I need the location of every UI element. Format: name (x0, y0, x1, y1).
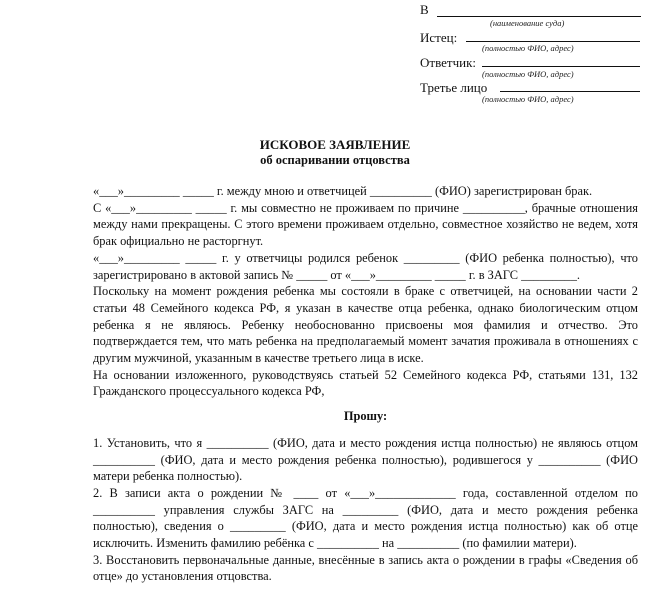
document-title: ИСКОВОЕ ЗАЯВЛЕНИЕ (259, 137, 411, 152)
defendant-label: Ответчик: (420, 55, 477, 70)
court-row (420, 2, 429, 18)
request-heading: Прошу: (343, 409, 388, 424)
request-item-1: 1. Установить, что я __________ (ФИО, дата и место рождения истца полностью) не являюсь отцом __________ (ФИО, дата и место рождения ребенка полностью), родившегося у __________ (ФИО матери ребенка полностью). (93, 435, 638, 484)
third-party-row (420, 80, 487, 96)
plaintiff-line (466, 41, 640, 42)
plaintiff-row (420, 30, 457, 46)
document-body (93, 183, 638, 585)
paragraph-legal-basis: На основании изложенного, руководствуясь статьей 52 Семейного кодекса РФ, статьями 131, 132 Гражданского процессуального кодекса РФ, (93, 367, 638, 399)
plaintiff-label: Истец: (420, 30, 458, 45)
paragraph-marriage: «___»_________ _____ г. между мною и ответчицей __________ (ФИО) зарегистрирован брак. (93, 184, 593, 198)
third-party-note: (полностью ФИО, адрес) (482, 94, 574, 104)
request-item-3: 3. Восстановить первоначальные данные, внесённые в запись акта о рождении в графы «Сведения об отце» до установления отцовства. (93, 552, 638, 584)
document-subtitle: об оспаривании отцовства (260, 153, 410, 167)
court-note: (наименование суда) (490, 18, 565, 28)
paragraph-grounds: Поскольку на момент рождения ребенка мы состояли в браке с ответчицей, на основании части 2 статьи 48 Семейного кодекса РФ, я указан в качестве отца ребенка, однако биологическим отцом ребенка я не являюсь. Ребенку необоснованно присвоены моя фамилия и отчество. Это подтверждается тем, что мать ребенка на предполагаемый момент зачатия проживала в отношениях с другим мужчиной, указанным в качестве третьего лица в иске. (93, 284, 638, 366)
plaintiff-note: (полностью ФИО, адрес) (482, 43, 574, 53)
defendant-row (420, 55, 476, 71)
third-party-label: Третье лицо (420, 80, 488, 95)
defendant-line (482, 66, 640, 67)
request-item-2: 2. В записи акта о рождении № ____ от «___»_____________ года, составленной отделом по __________ управления службы ЗАГС на _________ (ФИО, дата и место рождения ребенка полностью), сведения о _________ (ФИО, дата и место рождения истца полностью) как об отце исключить. Изменить фамилию ребёнка с __________ на __________ (по фамилии матери). (93, 485, 638, 551)
defendant-note: (полностью ФИО, адрес) (482, 69, 574, 79)
court-line (437, 16, 641, 17)
paragraph-birth: «___»_________ _____ г. у ответчицы родился ребенок _________ (ФИО ребенка полностью), что зарегистрировано в актовой запись № _____ от «___»_________ _____ г. в ЗАГС _________. (93, 250, 638, 282)
third-party-line (500, 91, 640, 92)
paragraph-separation: С «___»_________ _____ г. мы совместно не проживаем по причине __________, брачные отношения между нами прекращены. С этого времени проживаем отдельно, совместное хозяйство не ведем, хотя брак официально не расторгнут. (93, 200, 638, 249)
court-prefix: В (420, 2, 429, 17)
